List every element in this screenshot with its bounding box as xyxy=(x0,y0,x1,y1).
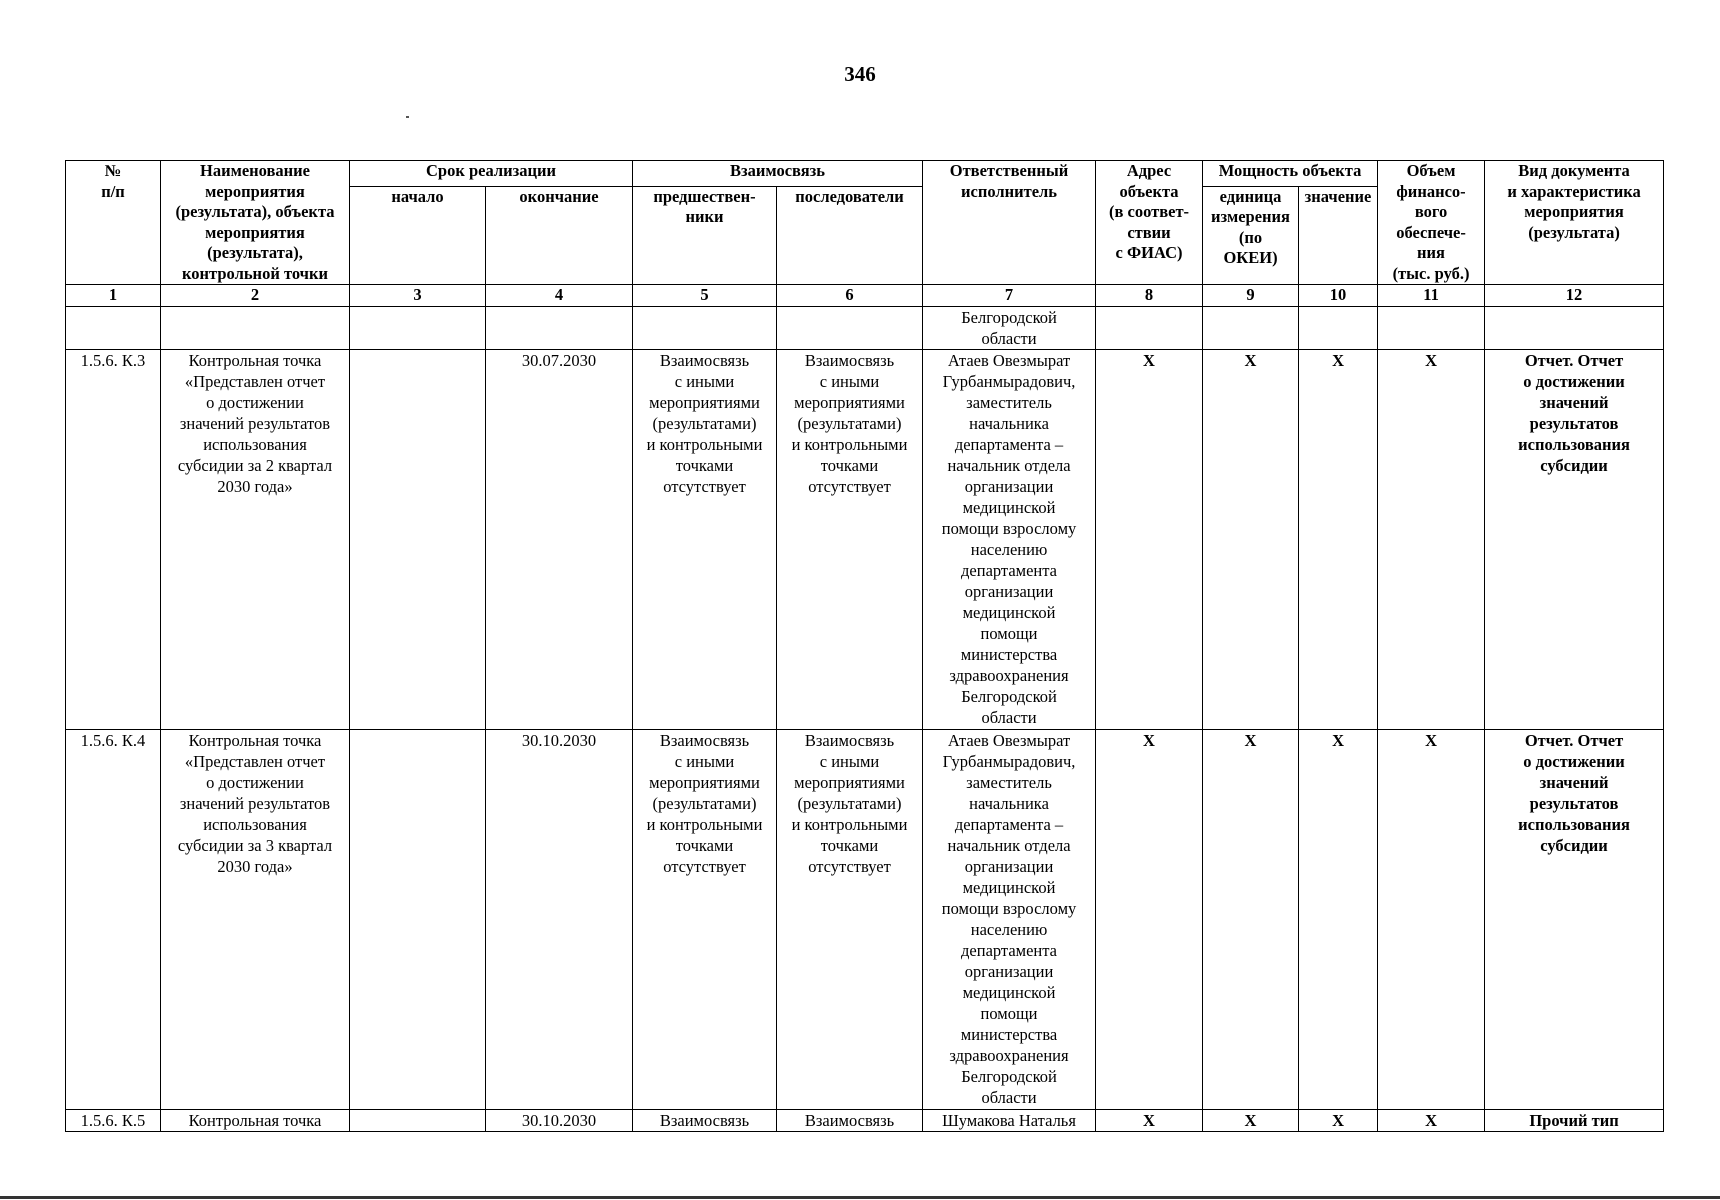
start-date xyxy=(350,349,486,729)
end-date: 30.07.2030 xyxy=(486,349,633,729)
event-name: Контрольная точка xyxy=(161,1109,350,1131)
finance-cell: Х xyxy=(1378,349,1485,729)
responsible-cell: Шумакова Наталья xyxy=(923,1109,1096,1131)
unit-cell: Х xyxy=(1203,729,1299,1109)
address-cell: Х xyxy=(1096,1109,1203,1131)
events-table xyxy=(65,160,1664,1132)
header-successors: последователи xyxy=(777,186,923,285)
header-finance: Объем финансо- вого обеспече- ния (тыс. руб.) xyxy=(1378,161,1485,285)
predecessors-cell: Взаимосвязь с иными мероприятиями (результатами) и контрольными точками отсутствует xyxy=(633,349,777,729)
row-number: 1.5.6. К.5 xyxy=(66,1109,161,1131)
row-number: 1.5.6. К.3 xyxy=(66,349,161,729)
value-cell: Х xyxy=(1299,1109,1378,1131)
table-row xyxy=(66,729,1664,1109)
header-predecessors: предшествен- ники xyxy=(633,186,777,285)
row-number: 1.5.6. К.4 xyxy=(66,729,161,1109)
cell-empty xyxy=(633,306,777,349)
predecessors-cell: Взаимосвязь с иными мероприятиями (результатами) и контрольными точками отсутствует xyxy=(633,729,777,1109)
column-number-row xyxy=(66,285,1664,307)
column-number: 10 xyxy=(1299,285,1378,307)
cell-empty xyxy=(1203,306,1299,349)
doc-type-cell: Отчет. Отчет о достижении значений результатов использования субсидии xyxy=(1485,349,1664,729)
cell-empty xyxy=(66,306,161,349)
start-date xyxy=(350,1109,486,1131)
finance-cell: Х xyxy=(1378,729,1485,1109)
table-row xyxy=(66,1109,1664,1131)
header-row-1 xyxy=(66,161,1664,187)
cell-empty xyxy=(161,306,350,349)
page-number: 346 xyxy=(844,62,876,86)
event-name: Контрольная точка «Представлен отчет о достижении значений результатов использования субсидии за 3 квартал 2030 года» xyxy=(161,729,350,1109)
column-number: 1 xyxy=(66,285,161,307)
successors-cell: Взаимосвязь с иными мероприятиями (результатами) и контрольными точками отсутствует xyxy=(777,349,923,729)
cell-empty xyxy=(1096,306,1203,349)
cell-empty xyxy=(1485,306,1664,349)
unit-cell: Х xyxy=(1203,1109,1299,1131)
doc-type-cell: Прочий тип xyxy=(1485,1109,1664,1131)
successors-cell: Взаимосвязь xyxy=(777,1109,923,1131)
end-date: 30.10.2030 xyxy=(486,729,633,1109)
column-number: 5 xyxy=(633,285,777,307)
cell-empty xyxy=(1378,306,1485,349)
successors-cell: Взаимосвязь с иными мероприятиями (результатами) и контрольными точками отсутствует xyxy=(777,729,923,1109)
header-responsible: Ответственный исполнитель xyxy=(923,161,1096,285)
column-number: 12 xyxy=(1485,285,1664,307)
address-cell: Х xyxy=(1096,729,1203,1109)
unit-cell: Х xyxy=(1203,349,1299,729)
continuation-row xyxy=(66,306,1664,349)
cell-empty xyxy=(350,306,486,349)
header-unit: единица измерения (по ОКЕИ) xyxy=(1203,186,1299,285)
column-number: 3 xyxy=(350,285,486,307)
scan-edge xyxy=(0,1196,1720,1199)
column-number: 9 xyxy=(1203,285,1299,307)
column-number: 4 xyxy=(486,285,633,307)
scan-speck xyxy=(406,116,409,118)
event-name: Контрольная точка «Представлен отчет о достижении значений результатов использования субсидии за 2 квартал 2030 года» xyxy=(161,349,350,729)
header-capacity: Мощность объекта xyxy=(1203,161,1378,187)
doc-type-cell: Отчет. Отчет о достижении значений результатов использования субсидии xyxy=(1485,729,1664,1109)
table-row xyxy=(66,349,1664,729)
header-value: значение xyxy=(1299,186,1378,285)
header-address: Адрес объекта (в соответ- ствии с ФИАС) xyxy=(1096,161,1203,285)
cell-empty xyxy=(777,306,923,349)
start-date xyxy=(350,729,486,1109)
value-cell: Х xyxy=(1299,349,1378,729)
address-cell: Х xyxy=(1096,349,1203,729)
cell-empty xyxy=(1299,306,1378,349)
finance-cell: Х xyxy=(1378,1109,1485,1131)
column-number: 11 xyxy=(1378,285,1485,307)
header-end: окончание xyxy=(486,186,633,285)
header-name: Наименование мероприятия (результата), объекта мероприятия (результата), контрольной точки xyxy=(161,161,350,285)
header-doc-type: Вид документа и характеристика мероприятия (результата) xyxy=(1485,161,1664,285)
header-start: начало xyxy=(350,186,486,285)
cell-empty xyxy=(486,306,633,349)
responsible-cell: Белгородской области xyxy=(923,306,1096,349)
header-period: Срок реализации xyxy=(350,161,633,187)
column-number: 8 xyxy=(1096,285,1203,307)
column-number: 7 xyxy=(923,285,1096,307)
header-relation: Взаимосвязь xyxy=(633,161,923,187)
column-number: 6 xyxy=(777,285,923,307)
header-num: № п/п xyxy=(66,161,161,285)
column-number: 2 xyxy=(161,285,350,307)
end-date: 30.10.2030 xyxy=(486,1109,633,1131)
predecessors-cell: Взаимосвязь xyxy=(633,1109,777,1131)
responsible-cell: Атаев Овезмырат Гурбанмырадович, заместитель начальника департамента – начальник отдела организации медицинской помощи взрослому населению департамента организации медицинской помощи министерства здравоохранения Белгородской области xyxy=(923,349,1096,729)
responsible-cell: Атаев Овезмырат Гурбанмырадович, заместитель начальника департамента – начальник отдела организации медицинской помощи взрослому населению департамента организации медицинской помощи министерства здравоохранения Белгородской области xyxy=(923,729,1096,1109)
value-cell: Х xyxy=(1299,729,1378,1109)
